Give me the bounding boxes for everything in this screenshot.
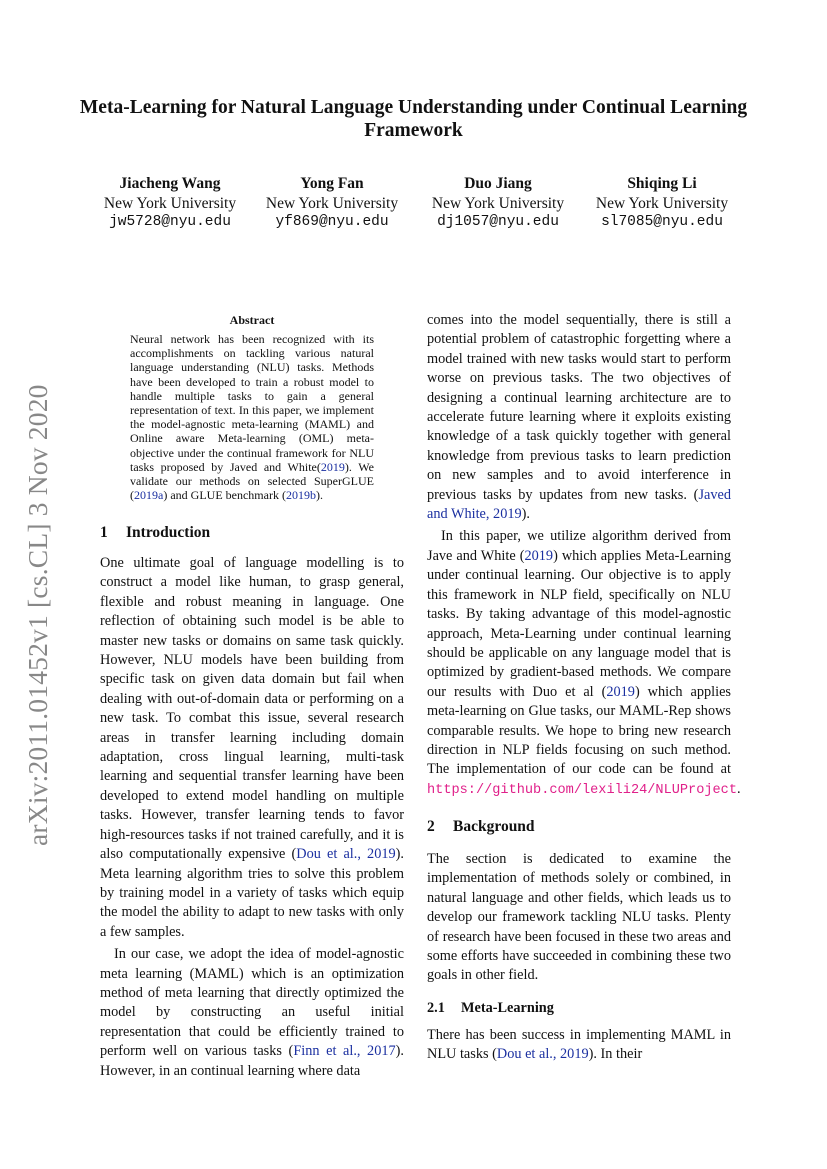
citation-link[interactable]: 2019b: [285, 488, 316, 503]
left-column: [100, 554, 404, 1081]
section-title: Introduction: [126, 524, 211, 541]
paragraph-text: .: [737, 780, 741, 797]
author-4: [577, 174, 747, 233]
subsection-heading-meta-learning: [427, 1000, 554, 1017]
intro-paragraph-1: [100, 554, 404, 942]
citation-link[interactable]: 2019a: [134, 488, 164, 503]
section-heading-introduction: [100, 524, 210, 542]
right-column: [427, 311, 741, 800]
intro-paragraph-3: [427, 311, 731, 524]
citation-link[interactable]: Dou et al., 2019: [496, 1046, 589, 1063]
author-affiliation: New York University: [265, 194, 399, 212]
intro-paragraph-4: [427, 527, 741, 800]
paragraph-text: ). In their: [588, 1046, 643, 1063]
section-heading-background: [427, 818, 535, 836]
subsection-title: Meta-Learning: [461, 1000, 554, 1016]
background-paragraph: [427, 850, 731, 986]
citation-link[interactable]: 2019: [320, 459, 345, 474]
paragraph-text: The section is dedicated to examine the implementation of methods solely or combined, in natural language and other fields, which leads us to develop our framework tackling NLU tasks. Plenty of research have been focused in these two areas and some efforts have succeeded in combining these two goals in other field.: [427, 851, 731, 984]
author-name: Yong Fan: [300, 175, 364, 192]
author-name: Jiacheng Wang: [119, 175, 221, 192]
section-title: Background: [453, 818, 535, 835]
paragraph-text: ) which applies meta-learning on Glue tasks, our MAML-Rep shows comparable results. We hope to bring new research direction in NLP fields focusing on such method. The implementation of our code can be found at: [427, 683, 731, 778]
subsection-number: 2.1: [427, 1000, 445, 1016]
meta-learning-text: [427, 1026, 731, 1065]
abstract-text: ) and GLUE benchmark (: [163, 488, 286, 503]
citation-link[interactable]: Dou et al., 2019: [296, 846, 396, 863]
author-email: jw5728@nyu.edu: [109, 214, 231, 230]
abstract-text: ). We validate our methods on selected SuperGLUE (: [130, 459, 374, 503]
paragraph-text: ) which applies Meta-Learning under continual learning. Our objective is to apply this framework in NLP field, specifically on NLU tasks. By taking advantage of this model-agnostic approach, Meta-Learning under continual learning should be applicable on any language model that is optimized by gradient-based methods. We compare our results with Duo et al (: [427, 547, 731, 700]
paragraph-text: In this paper, we utilize algorithm derived from Jave and White (: [427, 528, 731, 564]
abstract-text: ).: [315, 488, 323, 503]
citation-link[interactable]: Javed and White, 2019: [427, 486, 731, 523]
author-email: yf869@nyu.edu: [275, 214, 389, 230]
author-affiliation: New York University: [595, 194, 729, 212]
paragraph-text: ). Meta learning algorithm tries to solve this problem by training model in a variety of tasks which equip the model the ability to adapt to new tasks with only a few samples.: [100, 846, 404, 940]
paragraph-text: comes into the model sequentially, there is still a potential problem of catastrophic forgetting where a model trained with new tasks would start to perform worse on previous tasks. The two objectives of designing a continual learning architecture are to accelerate future learning where it exploits existing knowledge of a task quickly together with general knowledge from previous tasks to learn prediction on new samples and to avoid interference in previous tasks by updates from new tasks. (: [427, 312, 731, 503]
section-number: 1: [100, 524, 108, 541]
intro-paragraph-2: [100, 945, 404, 1081]
project-url-link[interactable]: https://github.com/lexili24/NLUProject: [427, 782, 737, 798]
author-3: [413, 174, 583, 233]
author-affiliation: New York University: [103, 194, 237, 212]
paragraph-text: In our case, we adopt the idea of model-agnostic meta learning (MAML) which is an optimization method of meta learning that directly optimized the model by constructing an useful initial representation that could be efficiently trained to perform well on various tasks (: [100, 946, 404, 1060]
author-2: [247, 174, 417, 233]
author-email: dj1057@nyu.edu: [437, 214, 559, 230]
section-number: 2: [427, 818, 435, 835]
citation-link[interactable]: 2019: [606, 683, 635, 700]
arxiv-sidebar-id: arXiv:2011.01452v1 [cs.CL] 3 Nov 2020: [22, 384, 53, 846]
author-1: [85, 174, 255, 233]
paragraph-text: ).: [521, 506, 530, 523]
author-email: sl7085@nyu.edu: [601, 214, 723, 230]
citation-link[interactable]: 2019: [524, 547, 554, 564]
abstract-body: [130, 332, 374, 502]
author-affiliation: New York University: [431, 194, 565, 212]
paragraph-text: ). However, in an continual learning where data: [100, 1043, 404, 1079]
citation-link[interactable]: Finn et al., 2017: [293, 1043, 396, 1060]
meta-learning-paragraph: [427, 1026, 731, 1065]
author-name: Duo Jiang: [464, 175, 532, 192]
author-name: Shiqing Li: [627, 175, 697, 192]
abstract-text: Neural network has been recognized with its accomplishments on tackling various natural language understanding (NLU) tasks. Methods have been developed to train a robust model to handle multiple tasks to gain a general representation of text. In this paper, we implement the model-agnostic meta-learning (MAML) and Online aware Meta-learning (OML) meta-objective under the continual framework for NLU tasks proposed by Javed and White(: [130, 332, 374, 474]
paragraph-text: One ultimate goal of language modelling is to construct a model like human, to grasp general, flexible and robust meaning in language. One reflection of obtaining such model is be able to master new tasks or domains on same task quickly. However, NLU models have been building from specific task on given data domain but fail when dealing with out-of-domain data or performing on a new task. To combat this issue, several research areas in transfer learning including domain adaptation, cross lingual learning, multi-task learning and sequential transfer learning have been developed to extend model handling on multiple tasks. However, transfer learning tends to favor high-resources tasks if not trained carefully, and it is also computationally expensive (: [100, 555, 404, 863]
abstract-heading: Abstract: [229, 313, 275, 327]
paper-title: Meta-Learning for Natural Language Understanding under Continual Learning Framework: [79, 97, 748, 141]
paragraph-text: There has been success in implementing MAML in NLU tasks (: [427, 1027, 731, 1063]
